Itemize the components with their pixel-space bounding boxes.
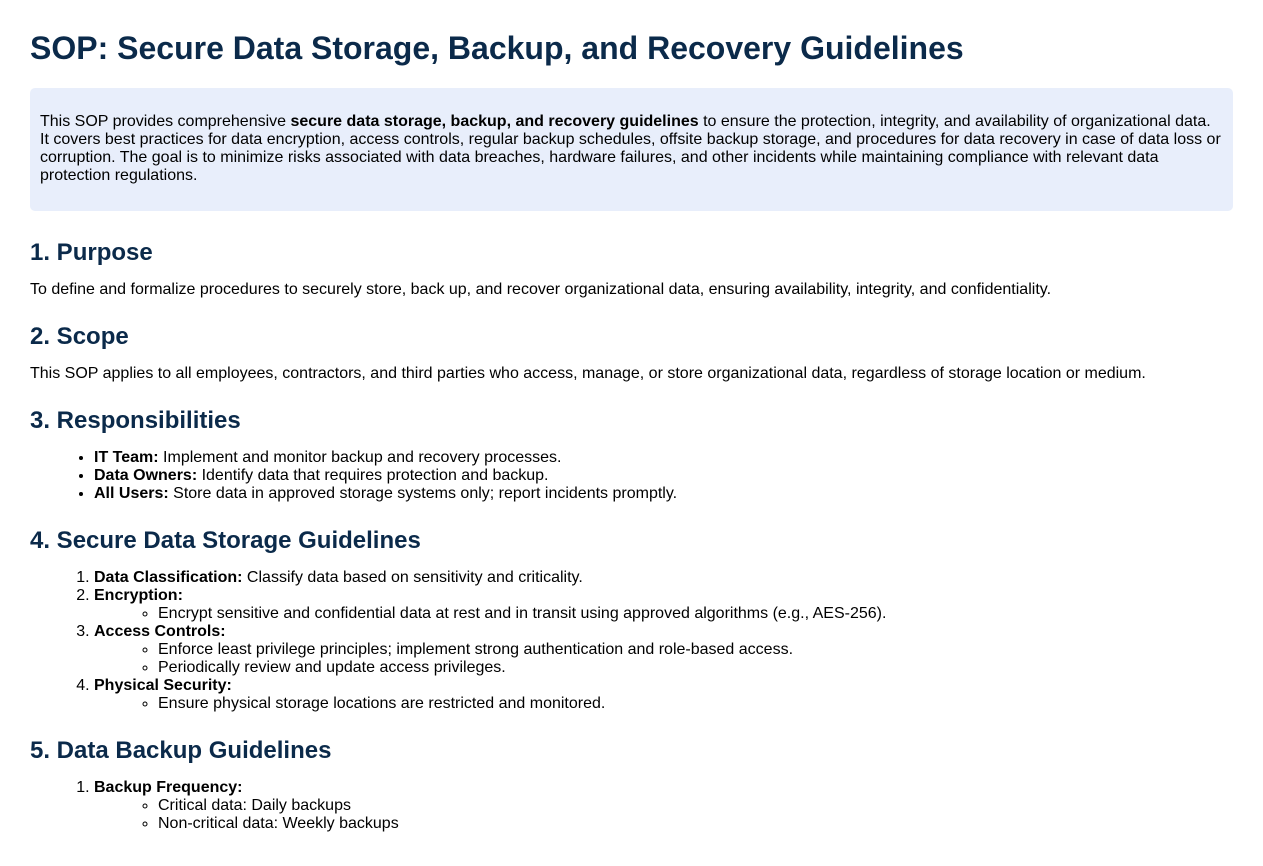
sub-list — [94, 641, 1233, 677]
summary-prefix: This SOP provides comprehensive — [40, 113, 291, 130]
item-label: Physical Security: — [94, 677, 232, 694]
item-text: Classify data based on sensitivity and criticality. — [242, 569, 583, 586]
role-label: All Users: — [94, 485, 169, 502]
sub-list-item: ◦ Critical data: Daily backups — [158, 797, 1233, 815]
section-heading-responsibilities: 3. Responsibilities — [30, 407, 241, 434]
role-text: Identify data that requires protection and backup. — [197, 467, 549, 484]
section-heading-purpose: 1. Purpose — [30, 239, 153, 266]
list-item — [94, 569, 1233, 587]
list-item — [94, 449, 1233, 467]
list-item — [94, 677, 1233, 713]
scope-text: This SOP applies to all employees, contractors, and third parties who access, manage, or store organizational data, regardless of storage location or medium. — [30, 365, 1146, 382]
item-label: Access Controls: — [94, 623, 226, 640]
item-label: Encryption: — [94, 587, 183, 604]
list-item — [94, 779, 1233, 833]
sub-list-item: ◦ Non-critical data: Weekly backups — [158, 815, 1233, 833]
role-label: Data Owners: — [94, 467, 198, 484]
list-item — [94, 485, 1233, 503]
role-label: IT Team: — [94, 449, 159, 466]
purpose-text: To define and formalize procedures to securely store, back up, and recover organizational data, ensuring availability, integrity, and confidentiality. — [30, 281, 1052, 298]
summary-bold: secure data storage, backup, and recovery guidelines — [290, 113, 699, 130]
item-label: Data Classification: — [94, 569, 243, 586]
section-heading-scope: 2. Scope — [30, 323, 129, 350]
section-heading-storage: 4. Secure Data Storage Guidelines — [30, 527, 421, 554]
sub-list — [94, 605, 1233, 623]
item-label: Backup Frequency: — [94, 779, 243, 796]
role-text: Store data in approved storage systems only; report incidents promptly. — [168, 485, 678, 502]
storage-guidelines-list — [30, 569, 1233, 713]
summary-box — [30, 88, 1233, 211]
section-heading-backup: 5. Data Backup Guidelines — [30, 737, 332, 764]
sub-list-item: ◦ Ensure physical storage locations are restricted and monitored. — [158, 695, 1233, 713]
sub-list-item: ◦ Encrypt sensitive and confidential data at rest and in transit using approved algorithms (e.g., AES-256). — [158, 605, 1233, 623]
page-title: SOP: Secure Data Storage, Backup, and Recovery Guidelines — [30, 30, 964, 66]
list-item — [94, 587, 1233, 623]
responsibilities-list — [30, 449, 1233, 503]
sub-list-item: ◦ Periodically review and update access privileges. — [158, 659, 1233, 677]
sub-list — [94, 797, 1233, 833]
list-item — [94, 467, 1233, 485]
list-item — [94, 623, 1233, 677]
backup-guidelines-list — [30, 779, 1233, 833]
role-text: Implement and monitor backup and recovery processes. — [158, 449, 562, 466]
summary-suffix: to ensure the protection, integrity, and availability of organizational data. It covers best practices for data encryption, access controls, regular backup schedules, offsite backup storage, and procedures for data recovery in case of data loss or corruption. The goal is to minimize risks associated with data breaches, hardware failures, and other incidents while maintaining compliance with relevant data protection regulations. — [40, 113, 1221, 184]
sub-list-item: ◦ Enforce least privilege principles; implement strong authentication and role-based access. — [158, 641, 1233, 659]
sub-list — [94, 695, 1233, 713]
